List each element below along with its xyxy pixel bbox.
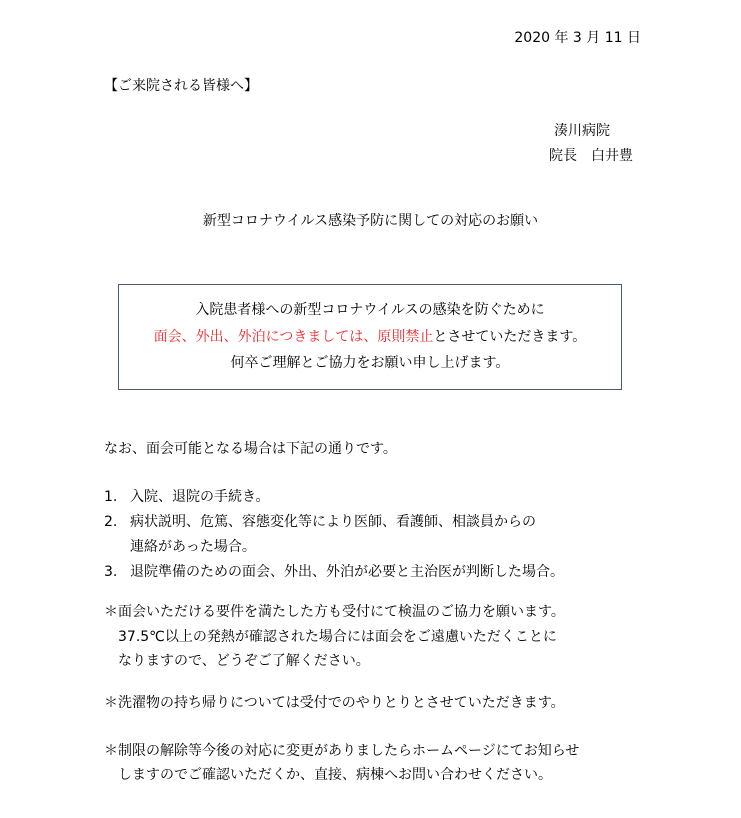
- list-text-continued: 連絡があった場合。: [130, 539, 256, 555]
- notice-line-1: 入院患者様への新型コロナウイルスの感染を防ぐために: [195, 302, 545, 318]
- note-temperature-continued: 37.5℃以上の発熱が確認された場合には面会をご遠慮いただくことに: [118, 629, 557, 645]
- list-text: 退院準備のための面会、外出、外泊が必要と主治医が判断した場合。: [130, 564, 564, 580]
- list-item: [104, 487, 269, 507]
- list-number: 3.: [104, 564, 118, 580]
- list-item: [104, 512, 536, 532]
- notice-restriction-highlight: 面会、外出、外泊につきましては、原則禁止: [153, 329, 434, 345]
- note-updates: ＊制限の解除等今後の対応に変更がありましたらホームページにてお知らせ: [104, 743, 580, 759]
- hospital-name: 湊川病院: [554, 123, 610, 139]
- list-text: 病状説明、危篤、容態変化等により医師、看護師、相談員からの: [130, 514, 536, 530]
- salutation: 【ご来院される皆様へ】: [104, 78, 258, 94]
- list-number: 1.: [104, 489, 118, 505]
- director-name: 院長 白井豊: [549, 148, 633, 164]
- list-number: 2.: [104, 514, 118, 530]
- notice-line-3: 何卒ご理解とご協力をお願い申し上げます。: [230, 355, 510, 371]
- list-item: [104, 562, 564, 582]
- note-laundry: ＊洗濯物の持ち帰りについては受付でのやりとりとさせていただきます。: [104, 695, 565, 711]
- note-updates-continued: しますのでご確認いただくか、直接、病棟へお問い合わせください。: [118, 767, 552, 783]
- notice-line-2: [119, 327, 621, 347]
- intro-text: なお、面会可能となる場合は下記の通りです。: [104, 441, 397, 457]
- notice-line-2-rest: とさせていただきます。: [433, 329, 587, 345]
- notice-box: [118, 284, 622, 390]
- note-temperature-continued: なりますので、どうぞご了解ください。: [118, 653, 370, 669]
- note-temperature: ＊面会いただける要件を満たした方も受付にて検温のご協力を願います。: [104, 604, 565, 620]
- document-date: 2020 年 3 月 11 日: [514, 30, 641, 46]
- list-text: 入院、退院の手続き。: [130, 489, 270, 505]
- page-title: 新型コロナウイルス感染予防に関しての対応のお願い: [202, 213, 539, 229]
